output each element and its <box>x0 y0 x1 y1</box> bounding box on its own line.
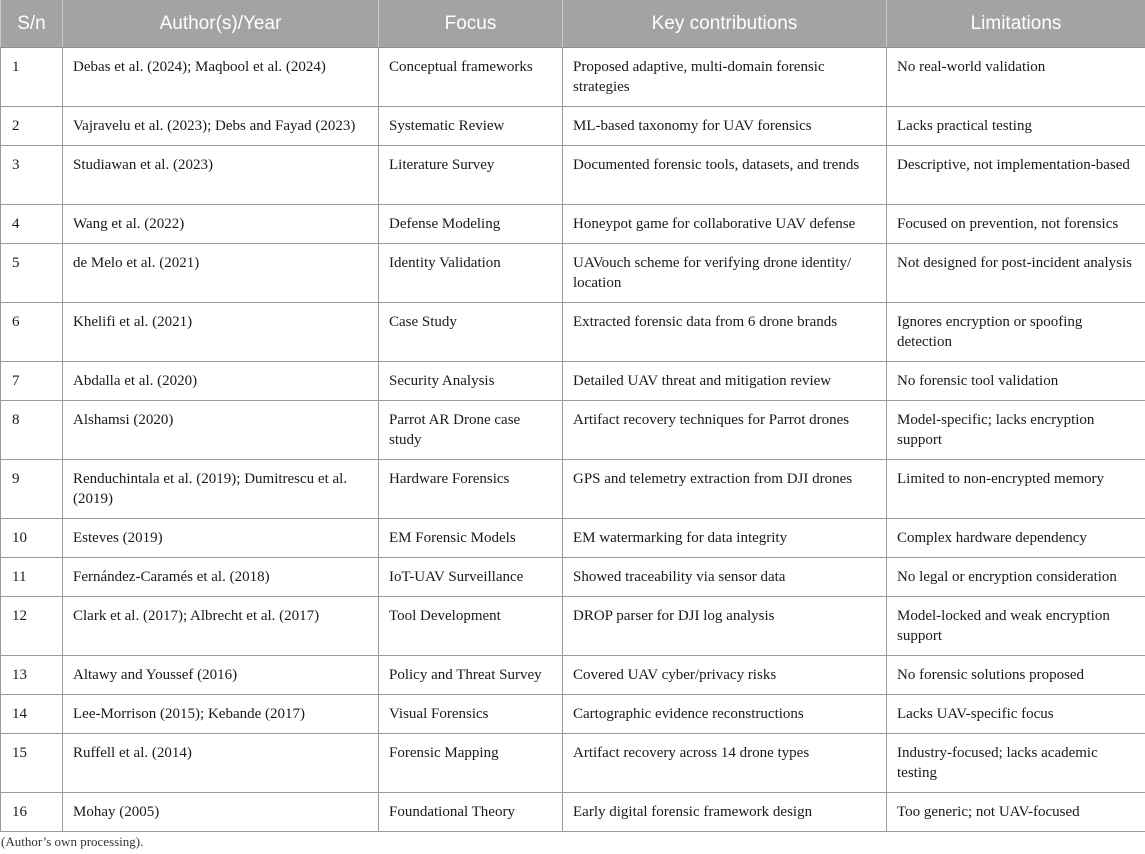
cell-authors-year: Abdalla et al. (2020) <box>63 362 379 401</box>
cell-sn: 11 <box>1 558 63 597</box>
cell-key-contributions: Documented forensic tools, datasets, and trends <box>563 146 887 205</box>
cell-focus: Tool Development <box>379 597 563 656</box>
cell-authors-year: Wang et al. (2022) <box>63 205 379 244</box>
table-row <box>1 362 1145 401</box>
cell-focus: Identity Validation <box>379 244 563 303</box>
table-row <box>1 460 1145 519</box>
cell-sn: 8 <box>1 401 63 460</box>
cell-focus: Case Study <box>379 303 563 362</box>
cell-focus: Hardware Forensics <box>379 460 563 519</box>
cell-key-contributions: ML-based taxonomy for UAV forensics <box>563 107 887 146</box>
cell-key-contributions: Proposed adaptive, multi-domain forensic strategies <box>563 48 887 107</box>
cell-authors-year: Khelifi et al. (2021) <box>63 303 379 362</box>
cell-authors-year: de Melo et al. (2021) <box>63 244 379 303</box>
cell-key-contributions: EM watermarking for data integrity <box>563 519 887 558</box>
cell-sn: 9 <box>1 460 63 519</box>
table-row <box>1 558 1145 597</box>
cell-limitations: Lacks UAV-specific focus <box>887 695 1145 734</box>
table-row <box>1 401 1145 460</box>
cell-focus: Conceptual frameworks <box>379 48 563 107</box>
cell-sn: 15 <box>1 734 63 793</box>
cell-focus: Policy and Threat Survey <box>379 656 563 695</box>
header-key-contributions: Key contributions <box>563 0 887 48</box>
cell-limitations: Descriptive, not implementation-based <box>887 146 1145 205</box>
cell-authors-year: Esteves (2019) <box>63 519 379 558</box>
cell-sn: 5 <box>1 244 63 303</box>
cell-limitations: Lacks practical testing <box>887 107 1145 146</box>
cell-sn: 12 <box>1 597 63 656</box>
cell-authors-year: Fernández-Caramés et al. (2018) <box>63 558 379 597</box>
cell-key-contributions: Showed traceability via sensor data <box>563 558 887 597</box>
cell-limitations: No forensic tool validation <box>887 362 1145 401</box>
header-limitations: Limitations <box>887 0 1145 48</box>
table-row <box>1 303 1145 362</box>
cell-authors-year: Ruffell et al. (2014) <box>63 734 379 793</box>
cell-key-contributions: Covered UAV cyber/privacy risks <box>563 656 887 695</box>
cell-focus: Parrot AR Drone case study <box>379 401 563 460</box>
cell-authors-year: Mohay (2005) <box>63 793 379 832</box>
cell-limitations: Limited to non-encrypted memory <box>887 460 1145 519</box>
cell-focus: Security Analysis <box>379 362 563 401</box>
cell-focus: Systematic Review <box>379 107 563 146</box>
cell-limitations: Model-locked and weak encryption support <box>887 597 1145 656</box>
cell-limitations: Focused on prevention, not forensics <box>887 205 1145 244</box>
table-row <box>1 695 1145 734</box>
table-row <box>1 146 1145 205</box>
cell-authors-year: Renduchintala et al. (2019); Dumitrescu et al. (2019) <box>63 460 379 519</box>
cell-focus: Foundational Theory <box>379 793 563 832</box>
cell-focus: Forensic Mapping <box>379 734 563 793</box>
cell-key-contributions: Cartographic evidence reconstructions <box>563 695 887 734</box>
cell-sn: 1 <box>1 48 63 107</box>
table-row <box>1 205 1145 244</box>
table-row <box>1 793 1145 832</box>
cell-sn: 16 <box>1 793 63 832</box>
table-row <box>1 48 1145 107</box>
header-row <box>1 0 1145 48</box>
cell-sn: 3 <box>1 146 63 205</box>
header-focus: Focus <box>379 0 563 48</box>
table-caption: (Author’s own processing). <box>1 834 144 849</box>
cell-limitations: Too generic; not UAV-focused <box>887 793 1145 832</box>
cell-key-contributions: UAVouch scheme for verifying drone identity/ location <box>563 244 887 303</box>
table-row <box>1 244 1145 303</box>
table-row <box>1 597 1145 656</box>
cell-limitations: Industry-focused; lacks academic testing <box>887 734 1145 793</box>
table-row <box>1 107 1145 146</box>
table-row <box>1 734 1145 793</box>
cell-limitations: Not designed for post-incident analysis <box>887 244 1145 303</box>
cell-key-contributions: GPS and telemetry extraction from DJI drones <box>563 460 887 519</box>
cell-key-contributions: Early digital forensic framework design <box>563 793 887 832</box>
cell-authors-year: Altawy and Youssef (2016) <box>63 656 379 695</box>
cell-sn: 14 <box>1 695 63 734</box>
cell-sn: 13 <box>1 656 63 695</box>
cell-authors-year: Vajravelu et al. (2023); Debs and Fayad (2023) <box>63 107 379 146</box>
cell-authors-year: Lee-Morrison (2015); Kebande (2017) <box>63 695 379 734</box>
cell-focus: Defense Modeling <box>379 205 563 244</box>
cell-authors-year: Debas et al. (2024); Maqbool et al. (2024) <box>63 48 379 107</box>
cell-sn: 4 <box>1 205 63 244</box>
cell-limitations: Complex hardware dependency <box>887 519 1145 558</box>
cell-authors-year: Clark et al. (2017); Albrecht et al. (2017) <box>63 597 379 656</box>
header-sn: S/n <box>1 0 63 48</box>
table-row <box>1 656 1145 695</box>
cell-key-contributions: Honeypot game for collaborative UAV defense <box>563 205 887 244</box>
cell-focus: Literature Survey <box>379 146 563 205</box>
cell-limitations: No legal or encryption consideration <box>887 558 1145 597</box>
cell-focus: Visual Forensics <box>379 695 563 734</box>
cell-authors-year: Alshamsi (2020) <box>63 401 379 460</box>
cell-key-contributions: Detailed UAV threat and mitigation review <box>563 362 887 401</box>
cell-limitations: Ignores encryption or spoofing detection <box>887 303 1145 362</box>
cell-key-contributions: Artifact recovery across 14 drone types <box>563 734 887 793</box>
cell-key-contributions: Artifact recovery techniques for Parrot drones <box>563 401 887 460</box>
table-row <box>1 519 1145 558</box>
cell-limitations: Model-specific; lacks encryption support <box>887 401 1145 460</box>
cell-focus: EM Forensic Models <box>379 519 563 558</box>
cell-sn: 10 <box>1 519 63 558</box>
cell-authors-year: Studiawan et al. (2023) <box>63 146 379 205</box>
cell-limitations: No real-world validation <box>887 48 1145 107</box>
cell-sn: 7 <box>1 362 63 401</box>
cell-sn: 6 <box>1 303 63 362</box>
cell-sn: 2 <box>1 107 63 146</box>
cell-key-contributions: DROP parser for DJI log analysis <box>563 597 887 656</box>
cell-limitations: No forensic solutions proposed <box>887 656 1145 695</box>
header-authors-year: Author(s)/Year <box>63 0 379 48</box>
cell-key-contributions: Extracted forensic data from 6 drone brands <box>563 303 887 362</box>
cell-focus: IoT-UAV Surveillance <box>379 558 563 597</box>
